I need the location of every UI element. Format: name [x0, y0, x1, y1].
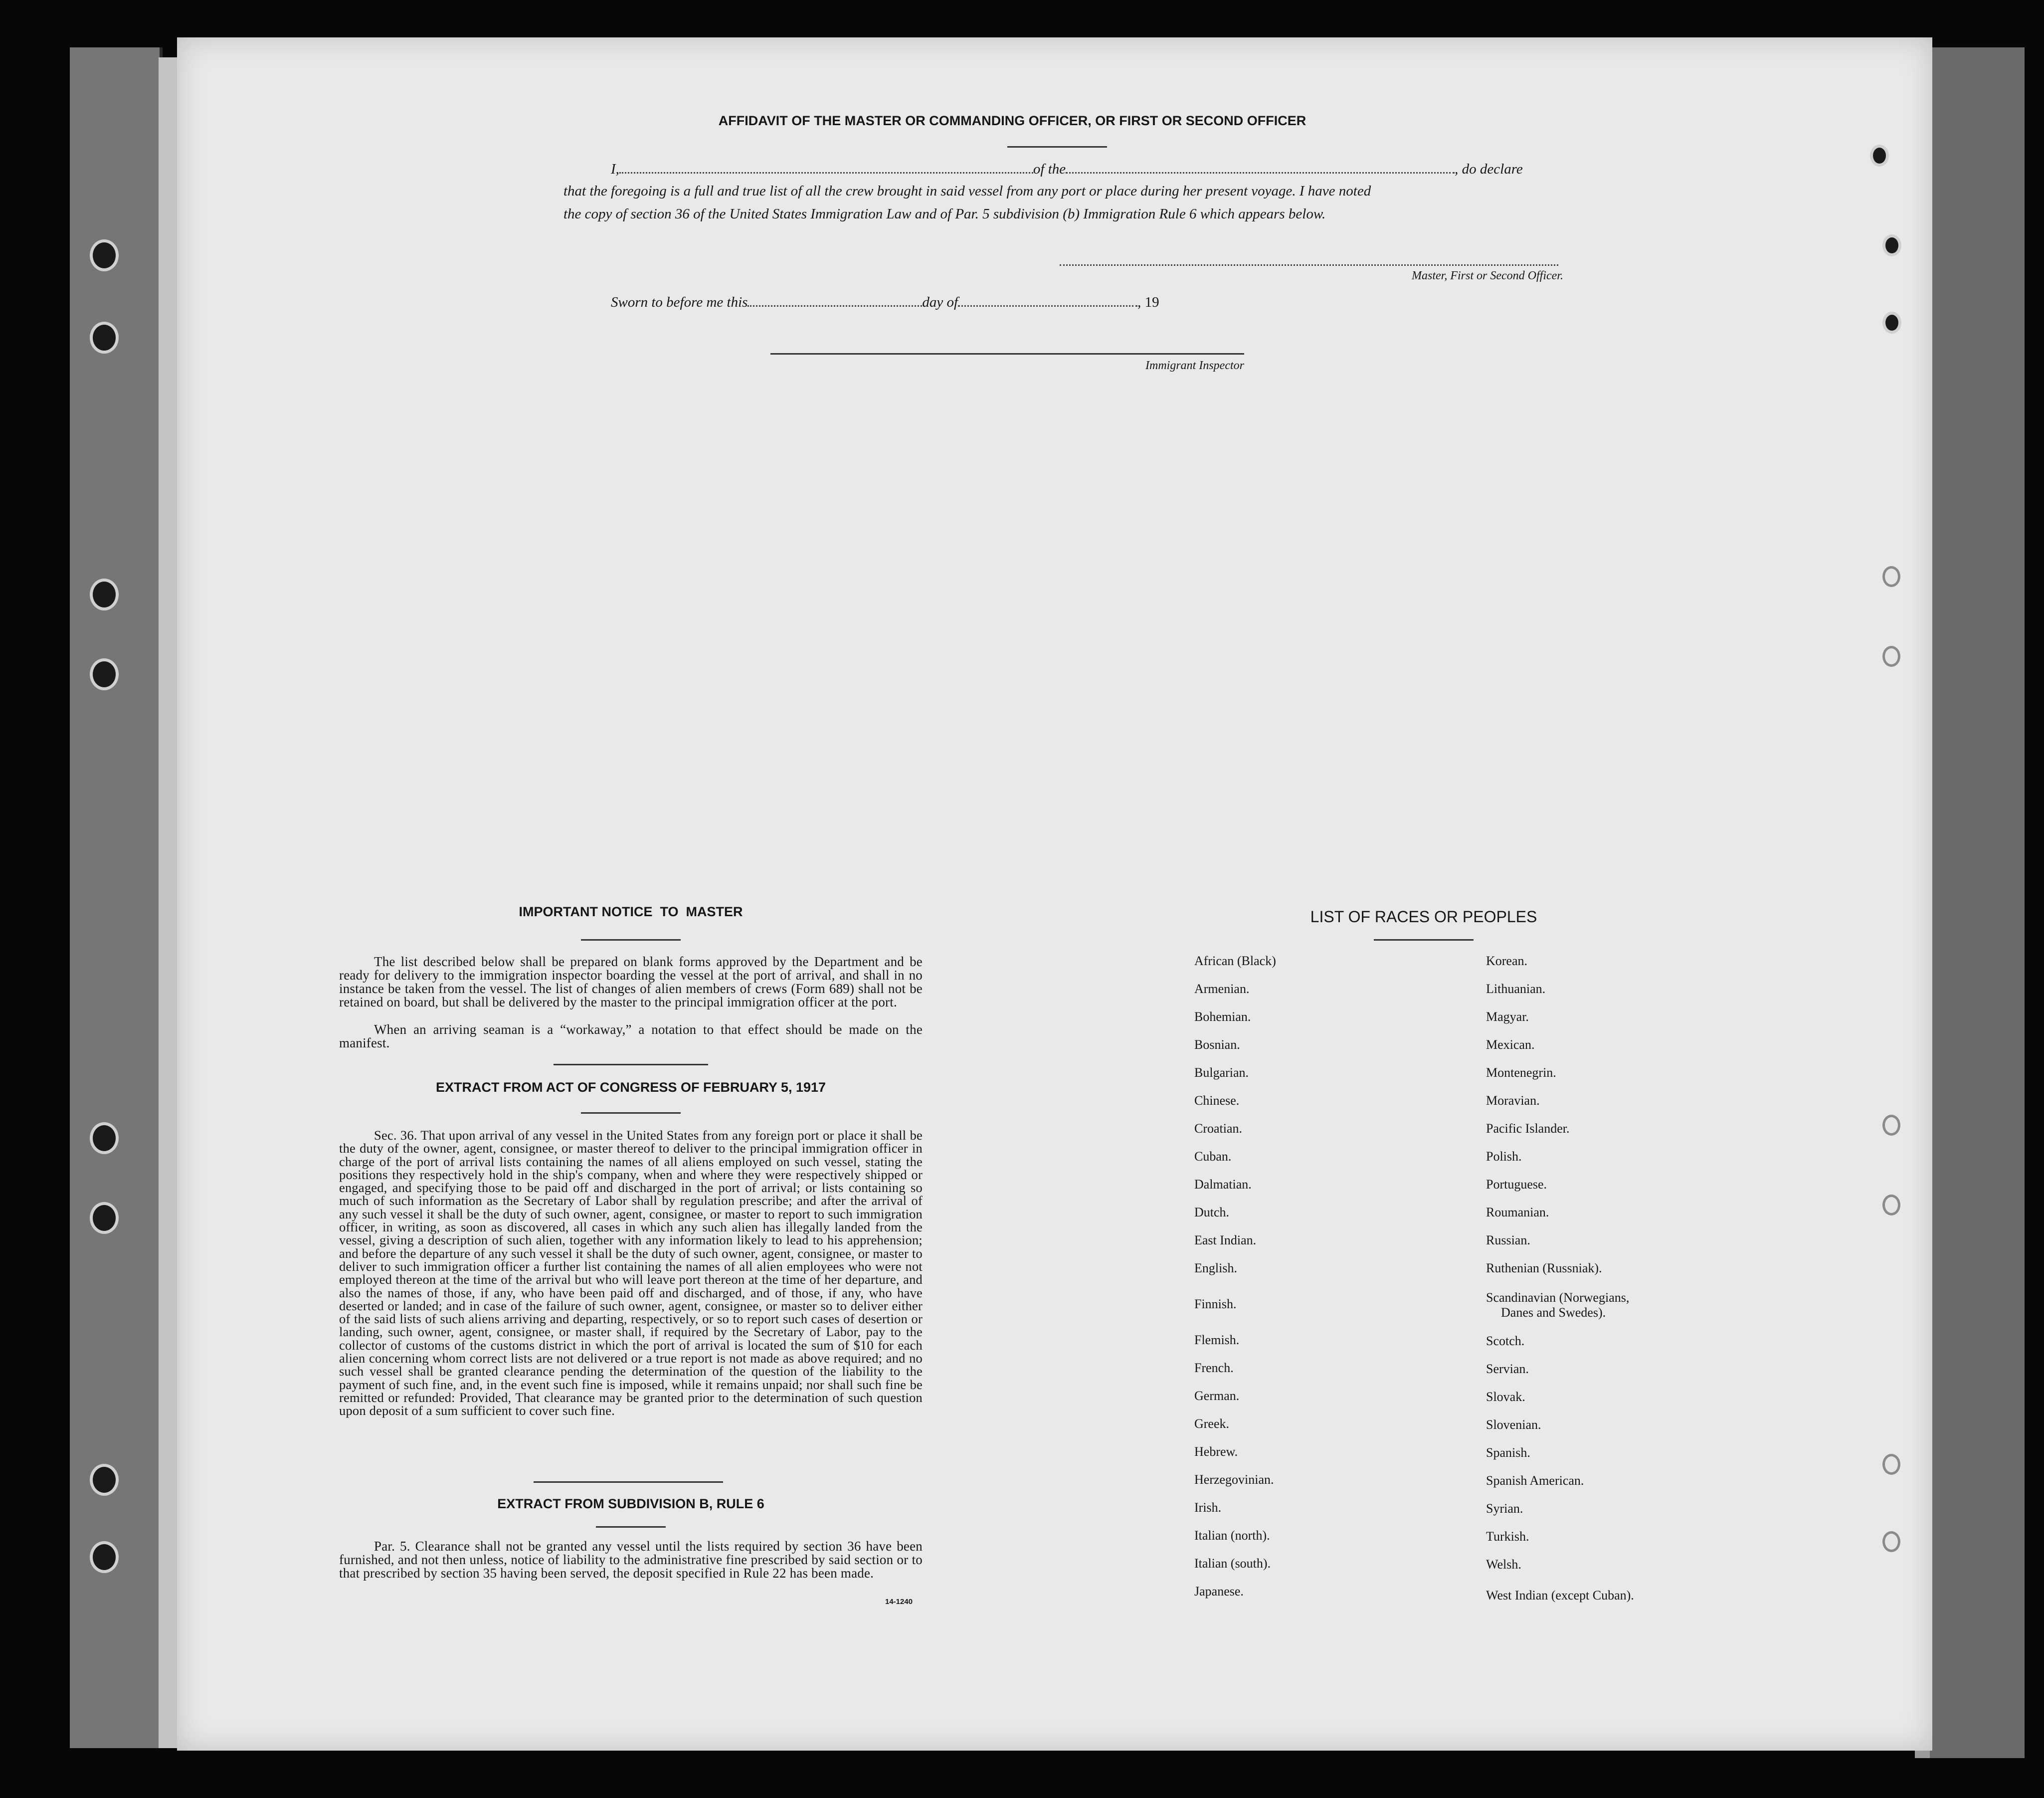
race-item: English.	[1194, 1261, 1237, 1275]
affidavit-title: AFFIDAVIT OF THE MASTER OR COMMANDING OFFICER, OR FIRST OR SECOND OFFICER	[718, 113, 1306, 128]
races-title-rule	[1374, 939, 1474, 941]
master-caption: Master, First or Second Officer.	[1412, 269, 1563, 282]
form-number: 14-1240	[885, 1598, 913, 1606]
inspector-signature-line	[770, 353, 1244, 355]
race-item: Turkish.	[1486, 1529, 1529, 1544]
sworn-month-blank[interactable]	[958, 305, 1137, 307]
race-item: Roumanian.	[1486, 1205, 1549, 1219]
notice-title-rule	[581, 939, 681, 941]
affidavit-line-2: that the foregoing is a full and true list of all the crew brought in said vessel from any port or place during her present voyage. I have noted	[563, 183, 1371, 199]
binder-hole	[90, 1541, 119, 1573]
act-section-rule	[534, 1481, 723, 1483]
race-item: Dalmatian.	[1194, 1177, 1252, 1192]
race-item: Finnish.	[1194, 1297, 1237, 1311]
race-item: Greek.	[1194, 1416, 1230, 1431]
race-item: African (Black)	[1194, 954, 1276, 968]
page-hole	[1882, 1115, 1900, 1136]
race-item: Magyar.	[1486, 1009, 1529, 1024]
binder-hole	[90, 239, 119, 271]
day-of-text: day of	[922, 294, 958, 310]
page-hole	[1882, 566, 1900, 587]
race-item: Danes and Swedes).	[1501, 1305, 1606, 1320]
page-hole	[1882, 1454, 1900, 1475]
binder-hole	[90, 322, 119, 354]
act-title-rule	[581, 1112, 681, 1114]
race-item: Italian (north).	[1194, 1528, 1270, 1543]
race-item: Moravian.	[1486, 1093, 1540, 1108]
race-item: Japanese.	[1194, 1584, 1244, 1598]
race-item: Cuban.	[1194, 1149, 1232, 1164]
act-title: EXTRACT FROM ACT OF CONGRESS OF FEBRUARY 5, 1917	[435, 1080, 826, 1095]
notice-section-rule	[554, 1064, 708, 1065]
race-item: Dutch.	[1194, 1205, 1230, 1219]
affidavit-of-the: of the	[1033, 161, 1066, 177]
binder-hole	[90, 1122, 119, 1154]
right-page-edge	[1930, 47, 2025, 1758]
race-item: West Indian (except Cuban).	[1486, 1588, 1634, 1602]
race-item: Pacific Islander.	[1486, 1121, 1570, 1136]
race-item: Irish.	[1194, 1500, 1222, 1515]
rule6-text: Par. 5. Clearance shall not be granted any vessel until the lists required by section 36 have been furnished, and not then unless, notice of liability to the administrative fine prescribed by said section or to that prescribed by section 35 having been served, the deposit specified in Rule 22 has been made.	[339, 1539, 923, 1581]
race-item: French.	[1194, 1361, 1234, 1375]
binder-strip	[159, 57, 179, 1748]
race-item: Spanish American.	[1486, 1473, 1584, 1488]
race-item: Scotch.	[1486, 1334, 1525, 1348]
binder-hole	[90, 1464, 119, 1496]
race-item: Bosnian.	[1194, 1037, 1240, 1052]
race-item: Polish.	[1486, 1149, 1522, 1164]
page-hole	[1882, 234, 1901, 256]
race-item: Slovak.	[1486, 1390, 1525, 1404]
race-item: Chinese.	[1194, 1093, 1240, 1108]
race-item: East Indian.	[1194, 1233, 1257, 1247]
binder-hole	[90, 579, 119, 610]
affidavit-do-declare: , do declare	[1455, 161, 1523, 177]
page-hole	[1882, 1531, 1900, 1552]
race-item: Italian (south).	[1194, 1556, 1271, 1571]
rule6-title: EXTRACT FROM SUBDIVISION B, RULE 6	[497, 1496, 764, 1511]
page-hole	[1882, 312, 1901, 334]
race-item: Servian.	[1486, 1362, 1529, 1376]
race-item: Armenian.	[1194, 982, 1250, 996]
sworn-text: Sworn to before me this	[611, 294, 748, 310]
race-item: Mexican.	[1486, 1037, 1535, 1052]
race-item: Herzegovinian.	[1194, 1472, 1274, 1487]
race-item: Lithuanian.	[1486, 982, 1546, 996]
race-item: Russian.	[1486, 1233, 1530, 1247]
race-item: Spanish.	[1486, 1445, 1530, 1460]
race-item: Montenegrin.	[1486, 1065, 1556, 1080]
binder-hole	[90, 1202, 119, 1234]
race-item: Flemish.	[1194, 1333, 1240, 1347]
binder-edge	[70, 47, 163, 1748]
race-item: Scandinavian (Norwegians,	[1486, 1290, 1630, 1305]
document-page	[177, 37, 1932, 1751]
race-item: Hebrew.	[1194, 1444, 1238, 1459]
race-item: Bulgarian.	[1194, 1065, 1249, 1080]
page-hole	[1870, 145, 1889, 167]
affidavit-line-3: the copy of section 36 of the United States Immigration Law and of Par. 5 subdivision (b) Immigration Rule 6 which appears below.	[563, 206, 1326, 222]
vessel-blank[interactable]	[1066, 172, 1455, 174]
page-hole	[1882, 1195, 1900, 1215]
races-title: LIST OF RACES OR PEOPLES	[1310, 908, 1537, 926]
master-signature-line	[1060, 264, 1558, 266]
race-item: Slovenian.	[1486, 1417, 1541, 1432]
race-item: Bohemian.	[1194, 1009, 1251, 1024]
notice-paragraph-1: The list described below shall be prepared on blank forms approved by the Department and be ready for delivery to the immigration inspector boarding the vessel at the port of arrival, and shall in no instance be taken from the vessel. The list of changes of alien members of crews (Form 689) shall not be retained on board, but shall be delivered by the master to the principal immigration officer at the port.	[339, 954, 923, 1009]
page-hole	[1882, 646, 1900, 667]
sworn-day-blank[interactable]	[747, 305, 922, 307]
sworn-line	[611, 294, 1259, 311]
race-item: Croatian.	[1194, 1121, 1243, 1136]
race-item: German.	[1194, 1389, 1240, 1403]
notice-paragraph-2: When an arriving seaman is a “workaway,” a notation to that effect should be made on the manifest.	[339, 1022, 923, 1050]
affidavit-line-1	[611, 161, 1723, 178]
year-text: , 19	[1137, 294, 1159, 310]
rule6-title-rule	[596, 1526, 666, 1528]
name-blank[interactable]	[619, 172, 1033, 174]
affidavit-title-rule	[1007, 146, 1107, 148]
binder-hole	[90, 658, 119, 690]
race-item: Welsh.	[1486, 1557, 1521, 1572]
race-item: Ruthenian (Russniak).	[1486, 1261, 1602, 1275]
inspector-caption: Immigrant Inspector	[1145, 359, 1244, 372]
race-item: Portuguese.	[1486, 1177, 1547, 1192]
act-section-36-text: Sec. 36. That upon arrival of any vessel in the United States from any foreign port or place it shall be the duty of the owner, agent, consignee, or master thereof to deliver to the principal immigration officer in charge of the port of arrival lists containing the names of all aliens employed on such vessel, stating the positions they respectively hold in the ship's company, when and where they were respectively shipped or engaged, and specifying those to be paid off and discharged in the port of arrival; or lists containing so much of such information as the Secretary of Labor shall by regulation prescribe; and after the arrival of any such vessel it shall be the duty of such owner, agent, consignee, or master to report to such immigration officer, in writing, as soon as discovered, all cases in which any such alien has illegally landed from the vessel, giving a description of such alien, together with any information likely to lead to his apprehension; and before the departure of any such vessel it shall be the duty of such owner, agent, consignee, or master to deliver to such immigration officer a further list containing the names of all alien employees who were not employed thereon at the time of the arrival but who will leave port thereon at the time of her departure, and also the names of those, if any, who have been paid off and discharged, and of those, if any, who have deserted or landed; and in case of the failure of such owner, agent, consignee, or master so to deliver either of the said lists of such aliens arriving and departing, respectively, or so to report such cases of desertion or landing, such owner, agent, consignee, or master shall, if required by the Secretary of Labor, pay to the collector of customs of the customs district in which the port of arrival is located the sum of $10 for each alien concerning whom correct lists are not delivered or a true report is not made as above required; and no such vessel shall be granted clearance pending the determination of the question of the liability to the payment of such fine, and, in the event such fine is imposed, while it remains unpaid; nor shall such fine be remitted or refunded: Provided, That clearance may be granted prior to the determination of such question upon deposit of a sum sufficient to cover such fine.	[339, 1128, 923, 1418]
notice-title: IMPORTANT NOTICE TO MASTER	[519, 904, 743, 919]
race-item: Korean.	[1486, 954, 1528, 968]
affidavit-i: I,	[611, 161, 619, 177]
race-item: Syrian.	[1486, 1501, 1523, 1516]
